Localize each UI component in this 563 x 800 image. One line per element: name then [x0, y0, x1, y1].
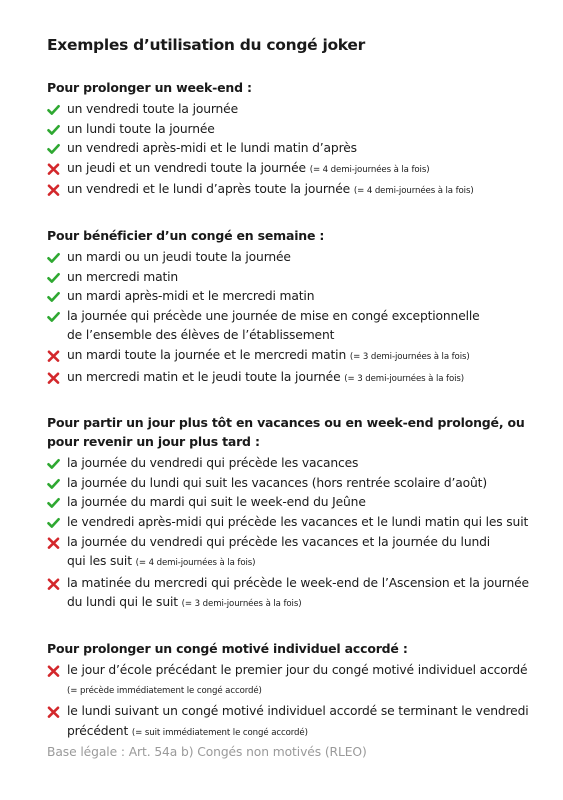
allowed-example — [47, 139, 537, 159]
section-heading: Pour partir un jour plus tôt en vacances ou en week-end prolongé, ou pour revenir un jour plus tard : — [47, 415, 525, 450]
check-icon — [47, 291, 60, 303]
example-text: un mercredi matin — [67, 269, 179, 284]
example-text: le lundi suivant un congé motivé individuel accordé se terminant le vendredi — [67, 704, 529, 719]
disallowed-example — [47, 180, 537, 202]
check-icon — [47, 252, 60, 264]
check-icon — [47, 272, 60, 284]
allowed-example — [47, 474, 537, 494]
section-heading: Pour bénéficier d’un congé en semaine : — [47, 227, 325, 243]
disallowed-example — [47, 368, 537, 390]
check-icon — [47, 124, 60, 136]
disallowed-example — [47, 346, 537, 368]
section — [47, 78, 537, 202]
cross-icon — [47, 184, 60, 196]
cross-icon — [47, 706, 60, 718]
section-heading: Pour prolonger un congé motivé individuel accordé : — [47, 640, 408, 656]
check-icon — [47, 104, 60, 116]
disallowed-example — [47, 533, 537, 574]
check-icon — [47, 497, 60, 509]
section — [47, 639, 537, 743]
disallowed-example — [47, 702, 537, 743]
allowed-example — [47, 248, 537, 268]
example-text: un mardi toute la journée et le mercredi matin — [67, 347, 347, 362]
cross-icon — [47, 350, 60, 362]
check-icon — [47, 311, 60, 323]
example-text: un lundi toute la journée — [67, 121, 215, 136]
example-text: la journée qui précède une journée de mise en congé exceptionnelle — [67, 308, 480, 323]
check-icon — [47, 517, 60, 529]
page-title: Exemples d’utilisation du congé joker — [47, 36, 365, 54]
cross-icon — [47, 372, 60, 384]
example-text: un jeudi et un vendredi toute la journée — [67, 160, 306, 175]
example-text: qui les suit — [67, 554, 132, 569]
example-text: un vendredi après-midi et le lundi matin d’après — [67, 141, 357, 156]
disallowed-example — [47, 574, 537, 615]
example-text: du lundi qui le suit — [67, 595, 178, 610]
legal-basis-footer: Base légale : Art. 54a b) Congés non motivés (RLEO) — [47, 745, 367, 759]
section — [47, 226, 537, 389]
check-icon — [47, 478, 60, 490]
check-icon — [47, 458, 60, 470]
example-note: (= 3 demi-journées à la fois) — [344, 373, 465, 384]
example-note: (= 4 demi-journées à la fois) — [353, 186, 474, 197]
disallowed-example — [47, 159, 537, 181]
example-note: (= suit immédiatement le congé accordé) — [131, 727, 308, 738]
cross-icon — [47, 163, 60, 175]
allowed-example — [47, 268, 537, 288]
example-text: la journée du mardi qui suit le week-end du Jeûne — [67, 495, 366, 510]
example-text: la matinée du mercredi qui précède le week-end de l’Ascension et la journée — [67, 575, 529, 590]
cross-icon — [47, 665, 60, 677]
example-note: (= 4 demi-journées à la fois) — [135, 558, 256, 569]
cross-icon — [47, 578, 60, 590]
example-text: un mercredi matin et le jeudi toute la journée — [67, 369, 341, 384]
example-text: un vendredi toute la journée — [67, 102, 239, 116]
allowed-example — [47, 287, 537, 307]
document-page — [47, 36, 537, 767]
example-text: de l’ensemble des élèves de l’établissement — [67, 328, 335, 343]
example-list — [47, 100, 537, 202]
sections-container — [47, 78, 537, 743]
example-list — [47, 248, 537, 389]
check-icon — [47, 143, 60, 155]
example-text: un mardi après-midi et le mercredi matin — [67, 289, 315, 304]
example-text: un mardi ou un jeudi toute la journée — [67, 249, 291, 264]
section — [47, 413, 537, 615]
allowed-example — [47, 513, 537, 533]
example-note: (= 3 demi-journées à la fois) — [349, 351, 470, 362]
cross-icon — [47, 537, 60, 549]
allowed-example — [47, 493, 537, 513]
example-text: précédent — [67, 723, 129, 738]
example-text: la journée du vendredi qui précède les vacances et la journée du lundi — [67, 534, 491, 549]
example-text: un vendredi et le lundi d’après toute la journée — [67, 182, 351, 197]
example-note: (= 4 demi-journées à la fois) — [309, 164, 430, 175]
example-list — [47, 454, 537, 615]
example-text: la journée du lundi qui suit les vacances (hors rentrée scolaire d’août) — [67, 475, 488, 490]
example-text: le jour d’école précédant le premier jour du congé motivé individuel accordé — [67, 662, 528, 677]
example-list — [47, 661, 537, 743]
example-note: (= précède immédiatement le congé accordé) — [67, 686, 262, 697]
allowed-example — [47, 454, 537, 474]
example-text: le vendredi après-midi qui précède les vacances et le lundi matin qui les suit — [67, 514, 529, 529]
allowed-example — [47, 100, 537, 120]
section-heading: Pour prolonger un week-end : — [47, 80, 252, 95]
allowed-example — [47, 307, 537, 346]
disallowed-example — [47, 661, 537, 702]
allowed-example — [47, 120, 537, 140]
example-text: la journée du vendredi qui précède les vacances — [67, 456, 359, 471]
example-note: (= 3 demi-journées à la fois) — [181, 599, 302, 610]
